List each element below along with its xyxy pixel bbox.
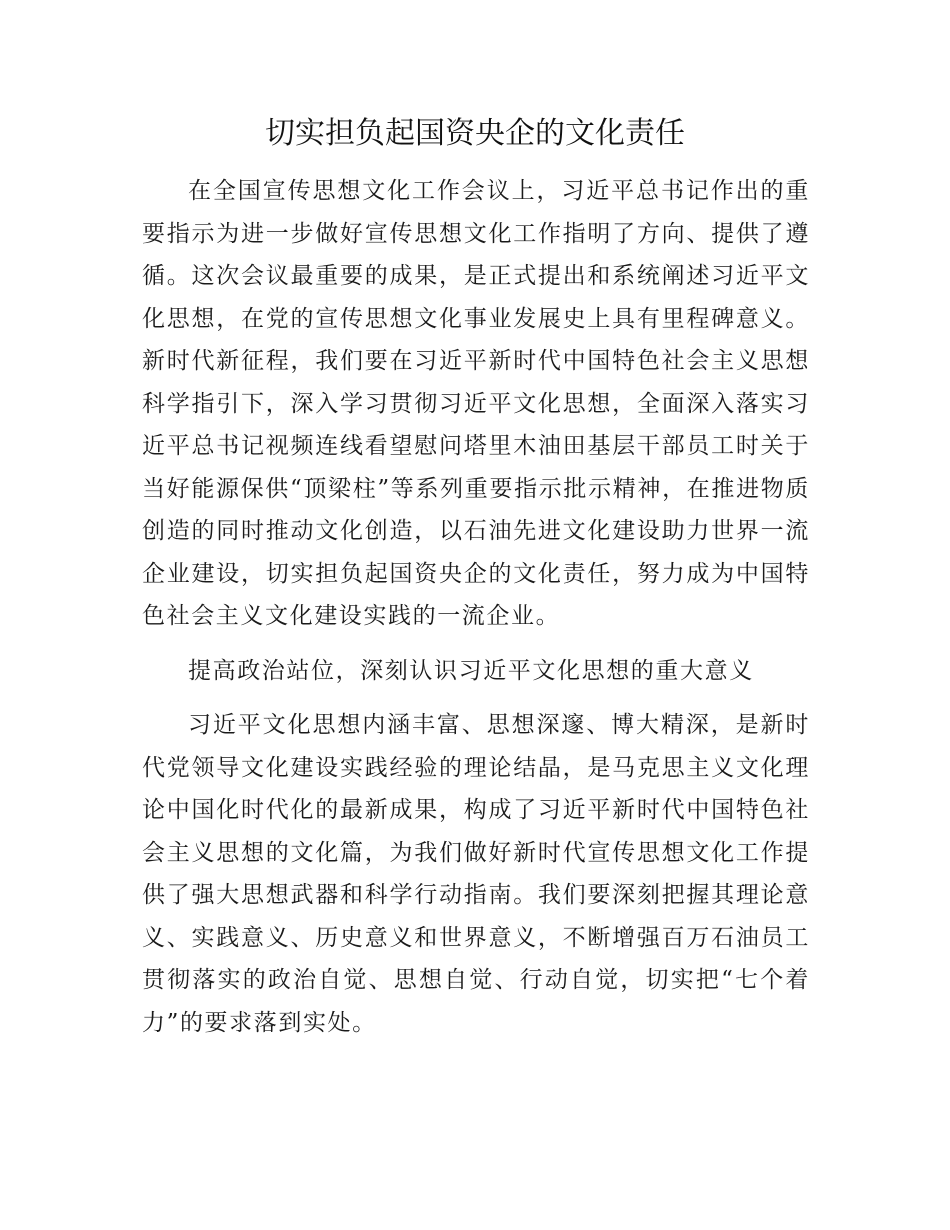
document-body: [142, 170, 810, 1044]
document-title: 切实担负起国资央企的文化责任: [265, 116, 685, 151]
section-heading: 提高政治站位，深刻认识习近平文化思想的重大意义: [188, 657, 754, 684]
intro-paragraph: 在全国宣传思想文化工作会议上，习近平总书记作出的重要指示为进一步做好宣传思想文化工作指明了方向、提供了遵循。这次会议最重要的成果，是正式提出和系统阐述习近平文化思想，在党的宣传思想文化事业发展史上具有里程碑意义。新时代新征程，我们要在习近平新时代中国特色社会主义思想科学指引下，深入学习贯彻习近平文化思想，全面深入落实习近平总书记视频连线看望慰问塔里木油田基层干部员工时关于当好能源保供“顶梁柱”等系列重要指示批示精神，在推进物质创造的同时推动文化创造，以石油先进文化建设助力世界一流企业建设，切实担负起国资央企的文化责任，努力成为中国特色社会主义文化建设实践的一流企业。: [142, 178, 810, 629]
section-paragraph: 习近平文化思想内涵丰富、思想深邃、博大精深，是新时代党领导文化建设实践经验的理论结晶，是马克思主义文化理论中国化时代化的最新成果，构成了习近平新时代中国特色社会主义思想的文化篇，为我们做好新时代宣传思想文化工作提供了强大思想武器和科学行动指南。我们要深刻把握其理论意义、实践意义、历史意义和世界意义，不断增强百万石油员工贯彻落实的政治自觉、思想自觉、行动自觉，切实把“七个着力”的要求落到实处。: [142, 712, 810, 1036]
